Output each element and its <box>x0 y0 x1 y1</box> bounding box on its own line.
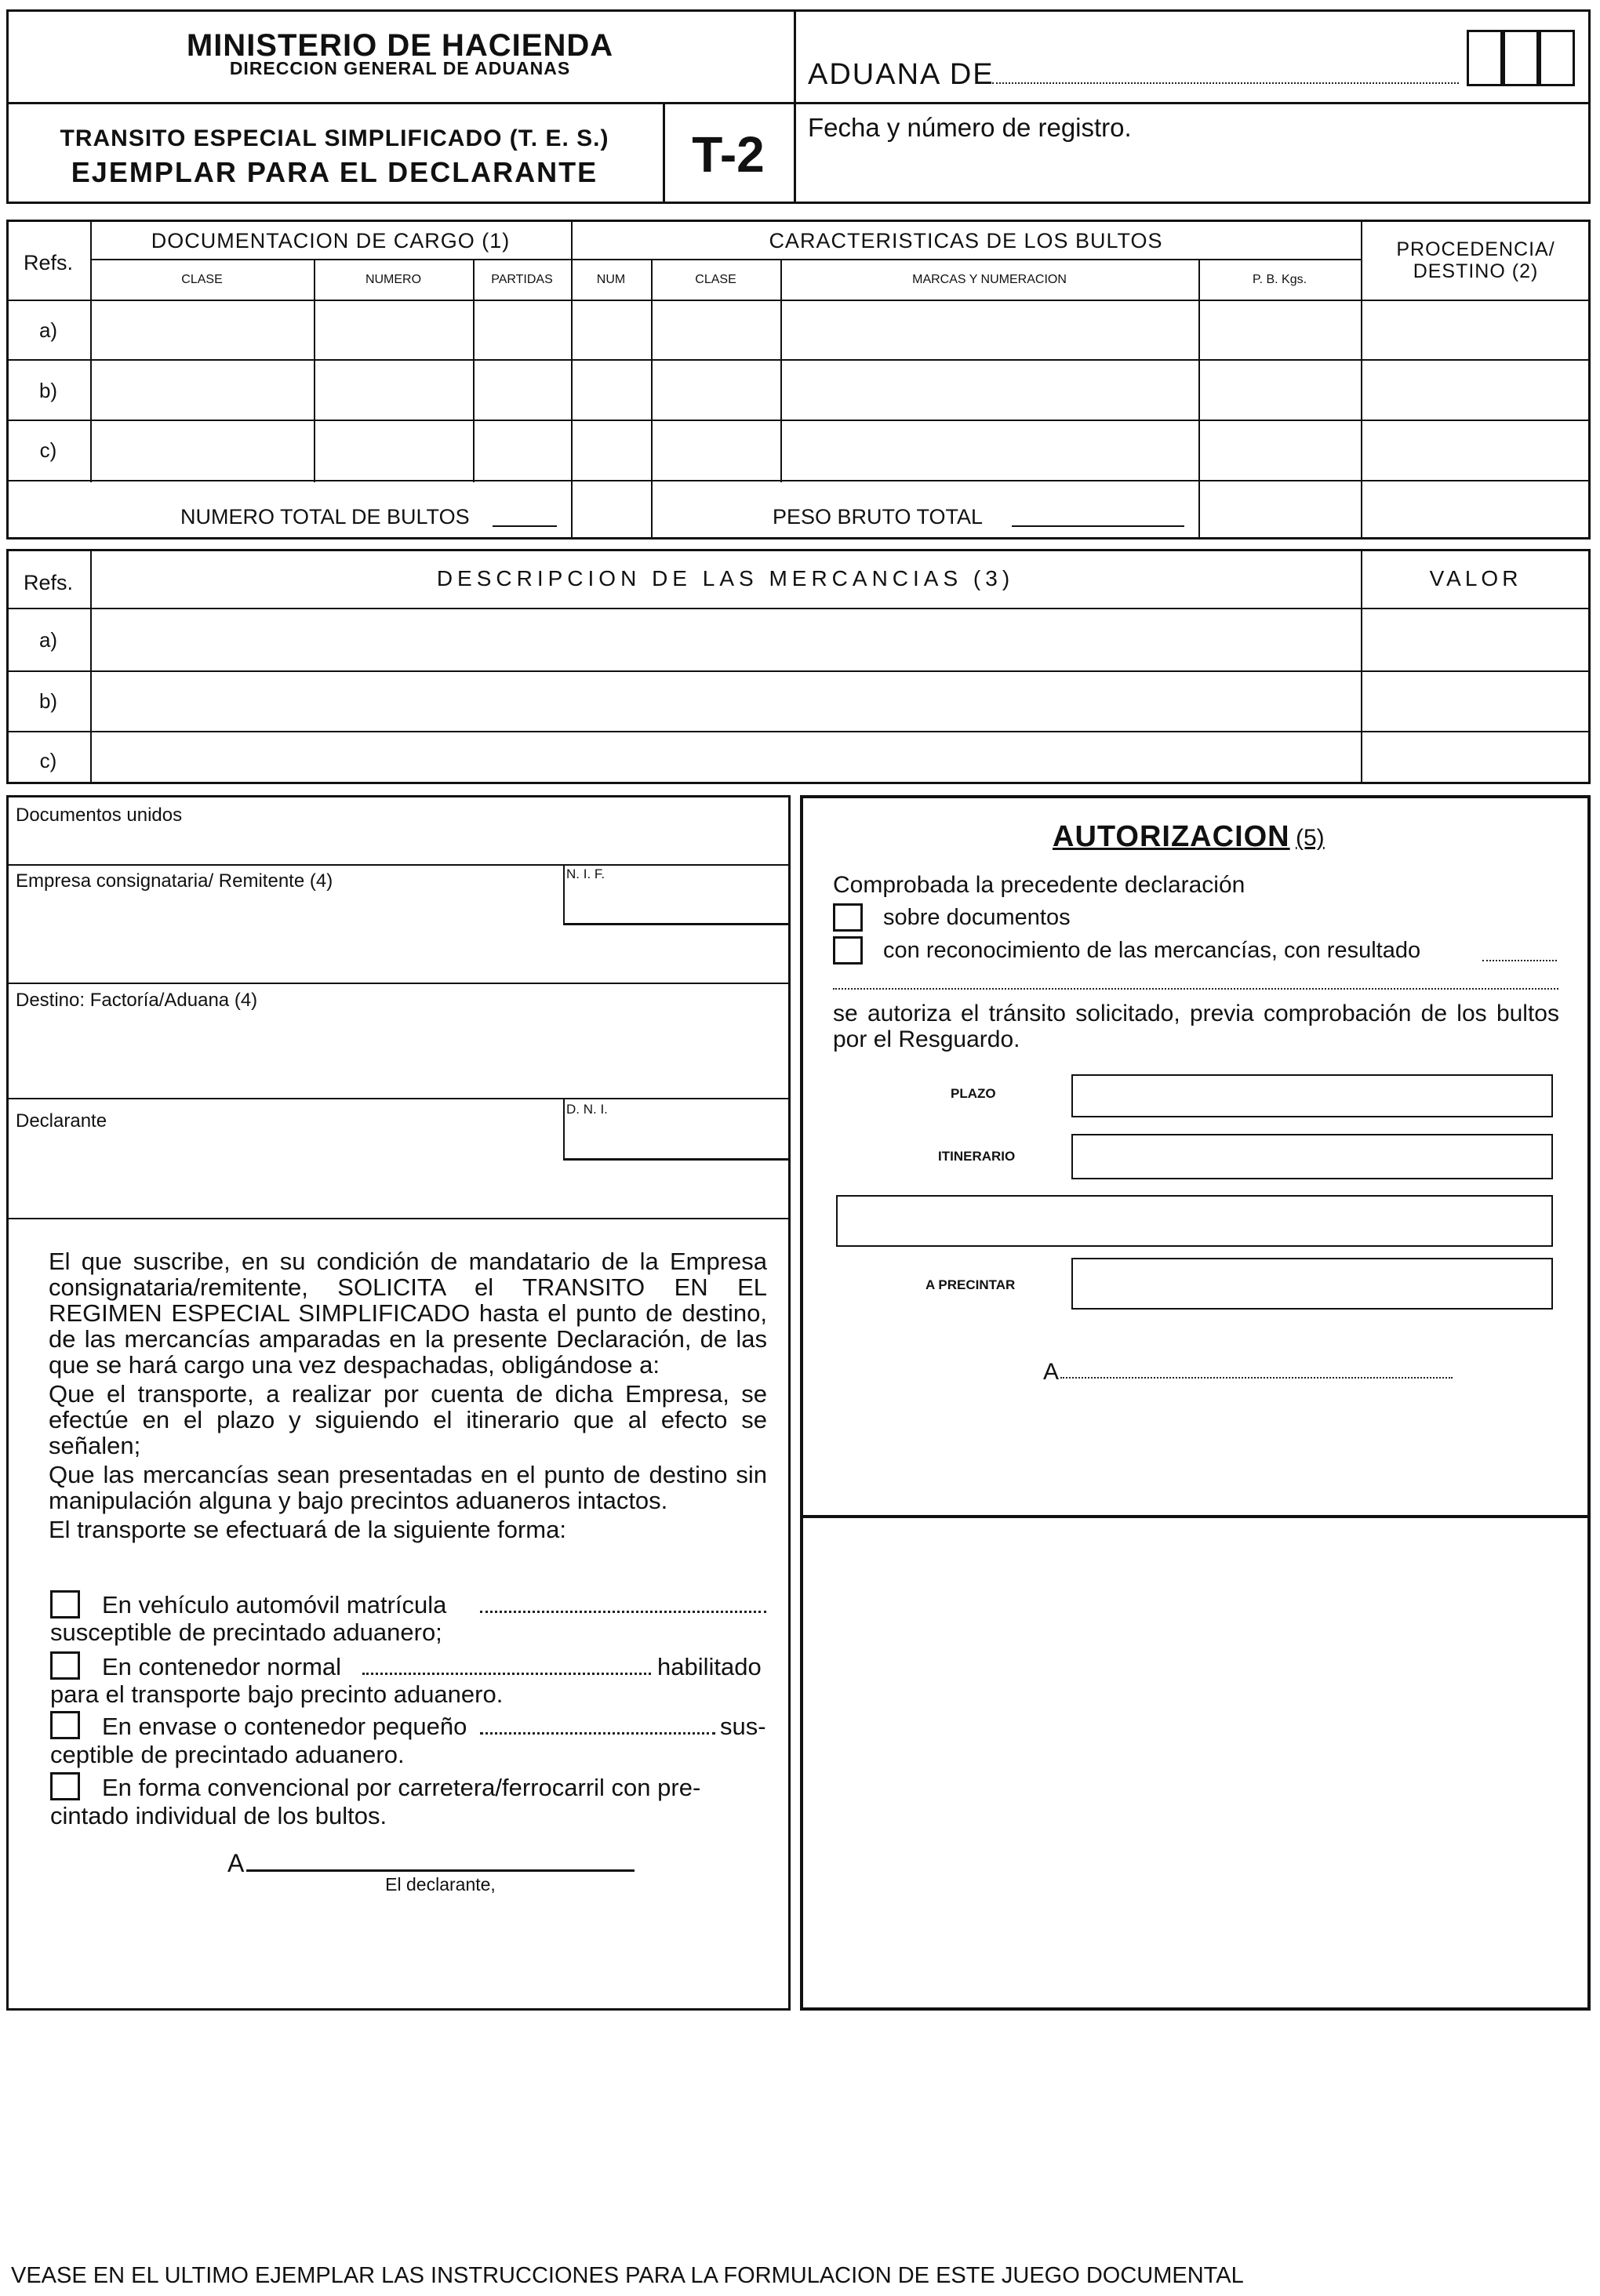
header-divider <box>794 9 796 204</box>
goods-row-label-b: b) <box>38 689 58 713</box>
small-container-input-line[interactable] <box>480 1732 715 1735</box>
value-header: VALOR <box>1429 566 1522 590</box>
authorization-panel <box>800 795 1591 2011</box>
footer-note: VEASE EN EL ULTIMO EJEMPLAR LAS INSTRUCCIONES PARA LA FORMULACION DE ESTE JUEGO DOCUMENTAL <box>11 2263 1244 2288</box>
result-input-line-1[interactable] <box>1482 960 1557 961</box>
vehicle-checkbox[interactable] <box>50 1590 80 1618</box>
pkg-group-header: CARACTERISTICAS DE LOS BULTOS <box>769 229 1163 252</box>
cargo-row-divider <box>6 420 1591 421</box>
origin-header-2: DESTINO (2) <box>1413 260 1539 282</box>
declarant-place-label: A <box>227 1849 245 1877</box>
declarant-place-line[interactable] <box>246 1869 635 1872</box>
container-checkbox[interactable] <box>50 1651 80 1680</box>
aduana-code-box-3[interactable] <box>1539 30 1575 86</box>
authorized-text: se autoriza el tránsito solicitado, previa comprobación de los bultos por el Resguardo. <box>833 1001 1559 1052</box>
cargo-table <box>6 220 1591 539</box>
gross-weight-label: PESO BRUTO TOTAL <box>773 505 984 529</box>
authorization-title: AUTORIZACION <box>1053 820 1290 853</box>
option-small-container-sus: sus- <box>720 1713 766 1740</box>
precintar-field[interactable] <box>1071 1258 1553 1310</box>
form-code: T-2 <box>692 126 765 183</box>
option-vehicle-cont: susceptible de precintado aduanero; <box>50 1618 442 1646</box>
option-conventional-cont: cintado individual de los bultos. <box>50 1802 387 1829</box>
cargo-refs-header: Refs. <box>23 251 74 274</box>
col-partidas: PARTIDAS <box>491 273 553 286</box>
total-packages-line[interactable] <box>493 525 557 527</box>
authorization-note: (5) <box>1296 825 1325 851</box>
registration-field[interactable] <box>800 157 1584 198</box>
result-input-line-2[interactable] <box>833 988 1558 990</box>
inspection-option-label: con reconocimiento de las mercancías, con resultado <box>883 938 1421 963</box>
option-small-container-label: En envase o contenedor pequeño <box>102 1713 467 1740</box>
aduana-input-line[interactable] <box>992 82 1459 84</box>
cargo-row-divider <box>6 480 1591 481</box>
description-header: DESCRIPCION DE LAS MERCANCIAS (3) <box>436 566 1015 590</box>
registration-label: Fecha y número de registro. <box>808 113 1132 142</box>
col-num: NUM <box>596 273 626 286</box>
plate-input-line[interactable] <box>480 1611 766 1613</box>
declaration-p4: El transporte se efectuará de la siguiente forma: <box>49 1516 566 1543</box>
inspection-checkbox[interactable] <box>833 936 863 965</box>
col-numero: NUMERO <box>365 273 422 286</box>
plazo-label: PLAZO <box>951 1086 996 1101</box>
plazo-field[interactable] <box>1071 1074 1553 1117</box>
checked-line: Comprobada la precedente declaración <box>833 872 1245 898</box>
form-title: TRANSITO ESPECIAL SIMPLIFICADO (T. E. S.) <box>60 125 609 151</box>
gross-weight-line[interactable] <box>1012 525 1184 527</box>
col-peso: P. B. Kgs. <box>1252 273 1307 286</box>
declaration-p2: Que el transporte, a realizar por cuenta de dicha Empresa, se efectúe en el plazo y siguiendo el itinerario que al efecto se señalen; <box>49 1380 767 1459</box>
authorization-place-label: A <box>1043 1359 1060 1385</box>
option-vehicle-label: En vehículo automóvil matrícula <box>102 1591 447 1618</box>
header-row-divider <box>6 102 1591 104</box>
cargo-col-divider <box>780 259 782 482</box>
col-clase: CLASE <box>181 273 223 286</box>
col-marcas: MARCAS Y NUMERACION <box>912 273 1067 286</box>
declaration-text <box>49 1248 767 1546</box>
cargo-row-label-c: c) <box>39 438 57 462</box>
precintar-label: A PRECINTAR <box>925 1277 1016 1292</box>
goods-row-divider <box>6 731 1591 732</box>
total-packages-label: NUMERO TOTAL DE BULTOS <box>180 505 470 529</box>
container-input-line[interactable] <box>362 1673 651 1675</box>
goods-row-divider <box>6 608 1591 609</box>
ministry-title: MINISTERIO DE HACIENDA <box>186 28 614 63</box>
authorization-divider <box>800 1515 1591 1518</box>
small-container-checkbox[interactable] <box>50 1711 80 1739</box>
direction-subtitle: DIRECCION GENERAL DE ADUANAS <box>229 58 571 78</box>
itinerario-label: ITINERARIO <box>938 1149 1016 1164</box>
itinerario-extra-field[interactable] <box>836 1195 1553 1247</box>
goods-row-label-a: a) <box>38 628 58 652</box>
nif-label: N. I. F. <box>566 866 605 881</box>
declaration-p1: El que suscribe, en su condición de mandatario de la Empresa consignataria/remitente, SOLICITA el TRANSITO EN EL REGIMEN ESPECIAL SIMPLIFICADO hasta el punto de destino, de las mercancías amparadas en la presente Declaración, de las que se hará cargo una vez despachadas, obligándose a: <box>49 1248 767 1379</box>
left-panel-divider <box>6 1218 791 1219</box>
option-container-label: En contenedor normal <box>102 1653 342 1680</box>
goods-row-divider <box>6 670 1591 672</box>
col-clase-bultos: CLASE <box>695 273 736 286</box>
itinerario-field[interactable] <box>1071 1134 1553 1179</box>
doc-group-header: DOCUMENTACION DE CARGO (1) <box>151 229 511 252</box>
left-panel-divider <box>6 983 791 984</box>
goods-row-label-c: c) <box>39 749 57 772</box>
conventional-checkbox[interactable] <box>50 1772 80 1800</box>
aduana-code-box-2[interactable] <box>1503 30 1539 86</box>
aduana-label: ADUANA DE <box>808 58 995 91</box>
declarant-label: Declarante <box>16 1110 107 1132</box>
cargo-col-divider <box>314 259 315 482</box>
cargo-col-divider <box>571 220 573 539</box>
cargo-row-divider <box>6 300 1591 301</box>
option-conventional-label: En forma convencional por carretera/ferrocarril con pre- <box>102 1774 701 1801</box>
attached-docs-label: Documentos unidos <box>16 805 183 826</box>
origin-header: PROCEDENCIA/ <box>1396 238 1555 260</box>
copy-title: EJEMPLAR PARA EL DECLARANTE <box>71 156 598 188</box>
option-container-cont: para el transporte bajo precinto aduanero. <box>50 1680 504 1708</box>
dni-label: D. N. I. <box>566 1102 608 1117</box>
option-container-habilitado: habilitado <box>657 1653 762 1680</box>
authorization-place-line[interactable] <box>1060 1377 1453 1379</box>
cargo-row-label-a: a) <box>38 318 58 342</box>
documents-checkbox[interactable] <box>833 903 863 932</box>
aduana-code-box-1[interactable] <box>1467 30 1503 86</box>
destination-label: Destino: Factoría/Aduana (4) <box>16 990 258 1011</box>
cargo-row-divider <box>6 359 1591 361</box>
option-small-container-cont: ceptible de precintado aduanero. <box>50 1741 405 1768</box>
consignee-label: Empresa consignataria/ Remitente (4) <box>16 870 333 892</box>
cargo-col-divider <box>473 259 475 482</box>
documents-option-label: sobre documentos <box>883 905 1071 930</box>
goods-refs-header: Refs. <box>23 571 74 594</box>
declaration-p3: Que las mercancías sean presentadas en el punto de destino sin manipulación alguna y bajo precintos aduaneros intactos. <box>49 1461 767 1514</box>
cargo-row-divider <box>90 259 1361 260</box>
cargo-row-label-b: b) <box>38 379 58 402</box>
declarant-signature-label: El declarante, <box>385 1874 496 1895</box>
